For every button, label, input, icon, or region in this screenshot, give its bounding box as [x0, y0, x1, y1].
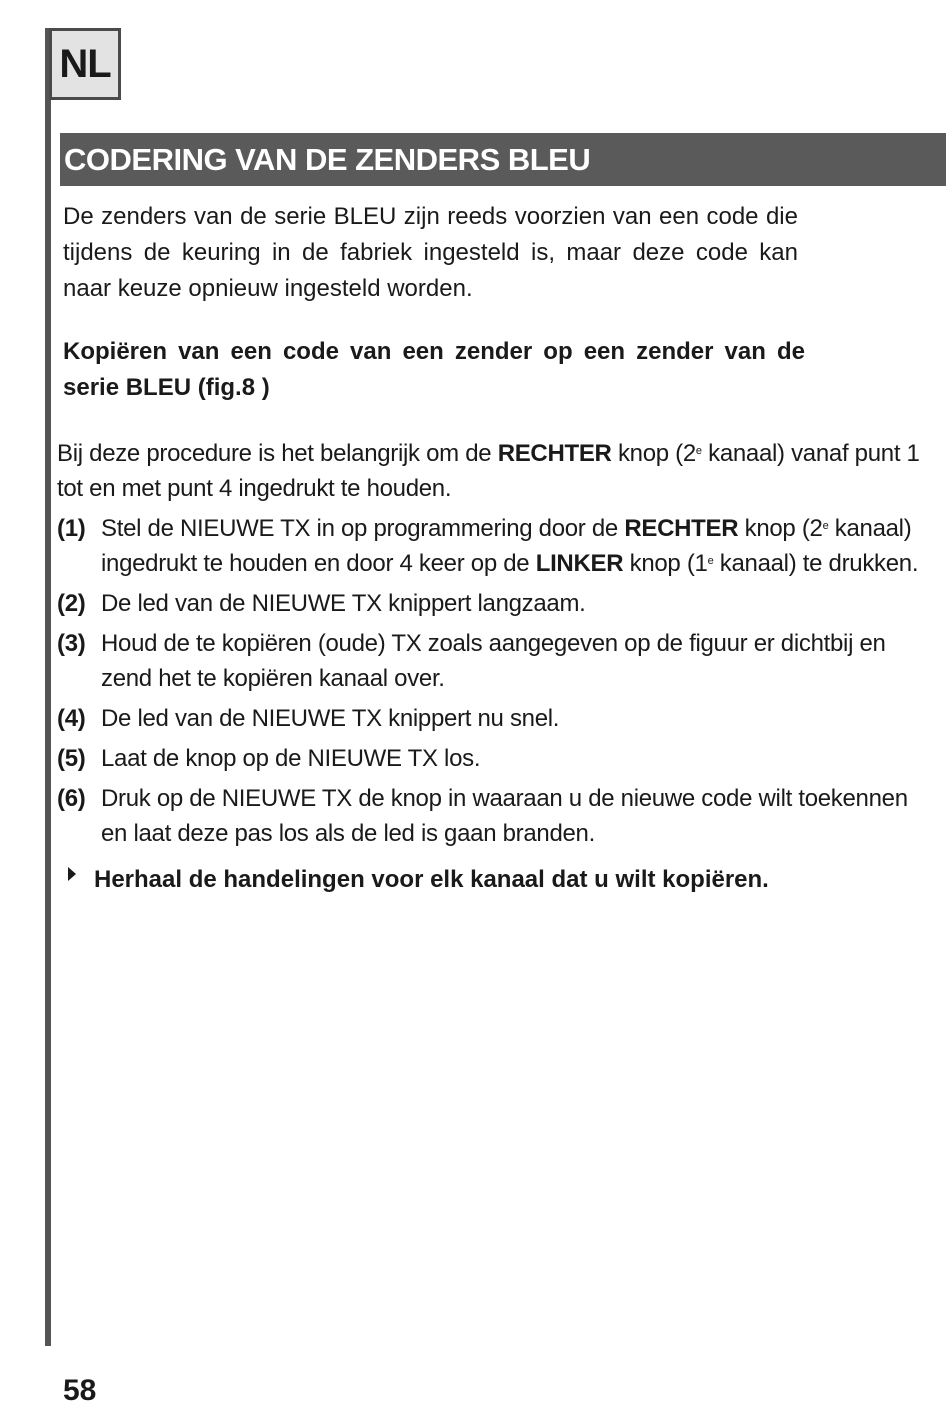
- step-text: De led van de NIEUWE TX knippert langzaam.: [101, 590, 586, 617]
- step-text: De led van de NIEUWE TX knippert nu snel.: [101, 705, 560, 732]
- procedure-text: knop (2: [611, 440, 696, 467]
- step-text: Laat de knop op de NIEUWE TX los.: [101, 745, 481, 772]
- steps-list: [57, 511, 937, 856]
- procedure-superscript: e: [695, 445, 702, 457]
- step-5: [57, 741, 937, 776]
- step-superscript: e: [707, 555, 714, 567]
- step-3: [57, 626, 937, 696]
- step-text: Druk op de NIEUWE TX de knop in waaraan u de nieuwe code wilt toekennen en laat deze pas los als de led is gaan branden.: [101, 785, 908, 847]
- step-number: (3): [57, 630, 86, 657]
- step-bold: RECHTER: [624, 515, 739, 542]
- step-superscript: e: [822, 520, 829, 532]
- step-number: (5): [57, 745, 86, 772]
- step-4: [57, 701, 937, 736]
- page-number: 58: [63, 1374, 97, 1407]
- step-text: Stel de NIEUWE TX in op programmering door de: [101, 515, 625, 542]
- margin-rule: [45, 28, 51, 1346]
- language-badge: NL: [49, 28, 121, 100]
- procedure-text: kanaal) vanaf punt 1 tot en met punt 4 ingedrukt te houden.: [57, 440, 920, 502]
- step-text: Houd de te kopiëren (oude) TX zoals aangegeven op de figuur er dichtbij en zend het te kopiëren kanaal over.: [101, 630, 886, 692]
- step-6: [57, 781, 937, 851]
- step-text: kanaal) te drukken.: [713, 550, 919, 577]
- triangle-bullet-icon: [68, 867, 76, 881]
- procedure-bold: RECHTER: [497, 440, 612, 467]
- step-number: (1): [57, 515, 86, 542]
- repeat-note: [68, 862, 769, 897]
- section-title: CODERING VAN DE ZENDERS BLEU: [60, 133, 946, 186]
- procedure-intro: [57, 436, 937, 506]
- step-text: knop (1: [623, 550, 708, 577]
- step-text: kanaal) ingedrukt te houden en door 4 keer op de: [101, 515, 912, 577]
- intro-paragraph: De zenders van de serie BLEU zijn reeds voorzien van een code die tijdens de keuring in de fabriek ingesteld is, maar deze code kan naar keuze opnieuw ingesteld worden.: [63, 203, 798, 302]
- procedure-text: Bij deze procedure is het belangrijk om de: [57, 440, 498, 467]
- step-1: [57, 511, 937, 581]
- repeat-note-text: Herhaal de handelingen voor elk kanaal dat u wilt kopiëren.: [94, 866, 769, 893]
- step-number: (6): [57, 785, 86, 812]
- step-text: knop (2: [738, 515, 823, 542]
- step-2: [57, 586, 937, 621]
- step-bold: LINKER: [535, 550, 624, 577]
- step-number: (4): [57, 705, 86, 732]
- subheading: Kopiëren van een code van een zender op een zender van de serie BLEU (fig.8 ): [63, 338, 805, 401]
- step-number: (2): [57, 590, 86, 617]
